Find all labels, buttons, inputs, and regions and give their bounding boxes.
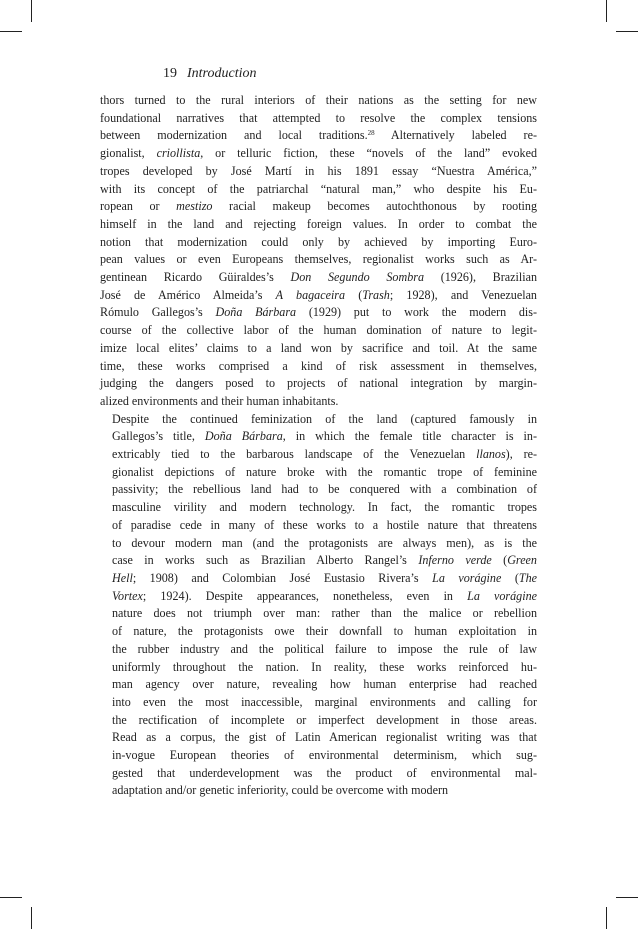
crop-mark-bottom-left-vertical	[31, 907, 32, 929]
italic-text: Doña Bárbara	[204, 429, 283, 444]
text-line: tropes developed by José Martí in his 1891 essay “Nuestra América,”	[100, 163, 537, 178]
text-line: Gallegos’s title, Doña Bárbara, in which the female title character is in-	[112, 429, 537, 444]
italic-text: llanos	[476, 447, 506, 462]
text-line: foundational narratives that attempted to resolve the complex tensions	[100, 110, 537, 125]
crop-mark-bottom-right-vertical	[606, 907, 607, 929]
text-line: gionalist depictions of nature broke with the romantic trope of feminine	[112, 464, 537, 479]
text-line: Despite the continued feminization of the land (captured famously in	[112, 411, 537, 426]
text-line: himself in the land and rejecting foreign values. In order to combat the	[100, 216, 537, 231]
text-line: extricably tied to the barbarous landscape of the Venezuelan llanos), re-	[112, 447, 537, 462]
paragraph	[100, 92, 537, 411]
text-line: imize local elites’ claims to a land won by sacrifice and toil. At the same	[100, 340, 537, 355]
crop-mark-top-left-vertical	[31, 0, 32, 22]
italic-text: The	[518, 570, 537, 585]
text-line: to devour modern man (and the protagonists are always men), as is the	[112, 535, 537, 550]
text-line: alized environments and their human inhabitants.	[100, 393, 339, 408]
page-number: 19	[163, 66, 177, 81]
text-line: notion that modernization could only by achieved by importing Euro-	[100, 234, 537, 249]
italic-text: Green	[507, 553, 537, 568]
italic-text: Hell	[112, 570, 133, 585]
italic-text: mestizo	[176, 199, 213, 214]
text-line: pean values or even Europeans themselves, regionalist works such as Ar-	[100, 252, 537, 267]
italic-text: Don Segundo Sombra	[290, 270, 424, 285]
italic-text: Doña Bárbara	[215, 305, 297, 320]
italic-text: La vorágine	[432, 570, 502, 585]
text-line: Read as a corpus, the gist of Latin American regionalist writing was that	[112, 730, 537, 745]
text-line: the rubber industry and the political failure to impose the rule of law	[112, 641, 537, 656]
text-line: into even the most inaccessible, marginal environments and calling for	[112, 694, 537, 709]
text-line: in-vogue European theories of environmental determinism, which sug-	[112, 748, 537, 763]
paragraph	[100, 411, 537, 800]
text-line: ropean or mestizo racial makeup becomes autochthonous by rooting	[100, 199, 538, 214]
text-line: masculine virility and modern technology. In fact, the romantic tropes	[112, 500, 537, 515]
text-line: thors turned to the rural interiors of their nations as the setting for new	[100, 93, 537, 107]
text-line: between modernization and local traditions.$^{28}$ Alternatively labeled re-	[100, 128, 537, 143]
crop-mark-bottom-left-horizontal	[0, 897, 22, 898]
crop-mark-top-right-horizontal	[616, 31, 638, 32]
text-line: Rómulo Gallegos’s Doña Bárbara (1929) put to work the modern dis-	[100, 305, 538, 320]
text-line: of nature, the protagonists owe their downfall to human exploitation in	[112, 624, 537, 639]
text-line: nature does not triumph over man: rather than the malice or rebellion	[112, 606, 537, 621]
italic-text: La vorágine	[467, 588, 537, 603]
text-line: time, these works comprised a kind of risk assessment in themselves,	[100, 358, 537, 373]
text-line: gentinean Ricardo Güiraldes’s Don Segundo Sombra (1926), Brazilian	[100, 270, 537, 285]
text-line: uniformly throughout the nation. In reality, these works reinforced hu-	[112, 659, 537, 674]
body-text	[100, 92, 537, 800]
text-line: judging the dangers posed to projects of national integration by margin-	[100, 376, 537, 391]
text-line: gested that underdevelopment was the product of environmental mal-	[112, 765, 537, 780]
italic-text: A bagaceira	[275, 287, 346, 302]
text-line: case in works such as Brazilian Alberto Rangel’s Inferno verde (Green	[112, 553, 537, 568]
text-line: man agency over nature, revealing how human enterprise had reached	[112, 677, 537, 692]
text-line: with its concept of the patriarchal “natural man,” who despite his Eu-	[100, 181, 537, 196]
text-line: gionalist, criollista, or telluric fiction, these “novels of the land” evoked	[100, 146, 538, 161]
text-line: adaptation and/or genetic inferiority, could be overcome with modern	[112, 783, 449, 798]
text-line: Vortex; 1924). Despite appearances, nonetheless, even in La vorágine	[112, 588, 537, 603]
section-title: Introduction	[187, 66, 257, 81]
text-line: of paradise cede in many of these works to a hostile nature that threatens	[112, 517, 537, 532]
italic-text: Inferno verde	[418, 553, 492, 568]
running-head	[163, 66, 256, 82]
italic-text: Trash	[362, 287, 390, 302]
text-line: course of the collective labor of the human domination of nature to legit-	[100, 323, 537, 338]
italic-text: Vortex	[112, 588, 143, 603]
text-line: José de Américo Almeida’s A bagaceira (Trash; 1928), and Venezuelan	[100, 287, 537, 302]
footnote-marker[interactable]: 28	[367, 129, 375, 138]
text-line: Hell; 1908) and Colombian José Eustasio Rivera’s La vorágine (The	[112, 570, 537, 585]
text-line: the rectification of incomplete or imperfect development in those areas.	[112, 712, 537, 727]
crop-mark-top-right-vertical	[606, 0, 607, 22]
crop-mark-top-left-horizontal	[0, 31, 22, 32]
crop-mark-bottom-right-horizontal	[616, 897, 638, 898]
italic-text: criollista	[156, 146, 201, 161]
text-line: passivity; the rebellious land had to be conquered with a combination of	[112, 482, 537, 497]
